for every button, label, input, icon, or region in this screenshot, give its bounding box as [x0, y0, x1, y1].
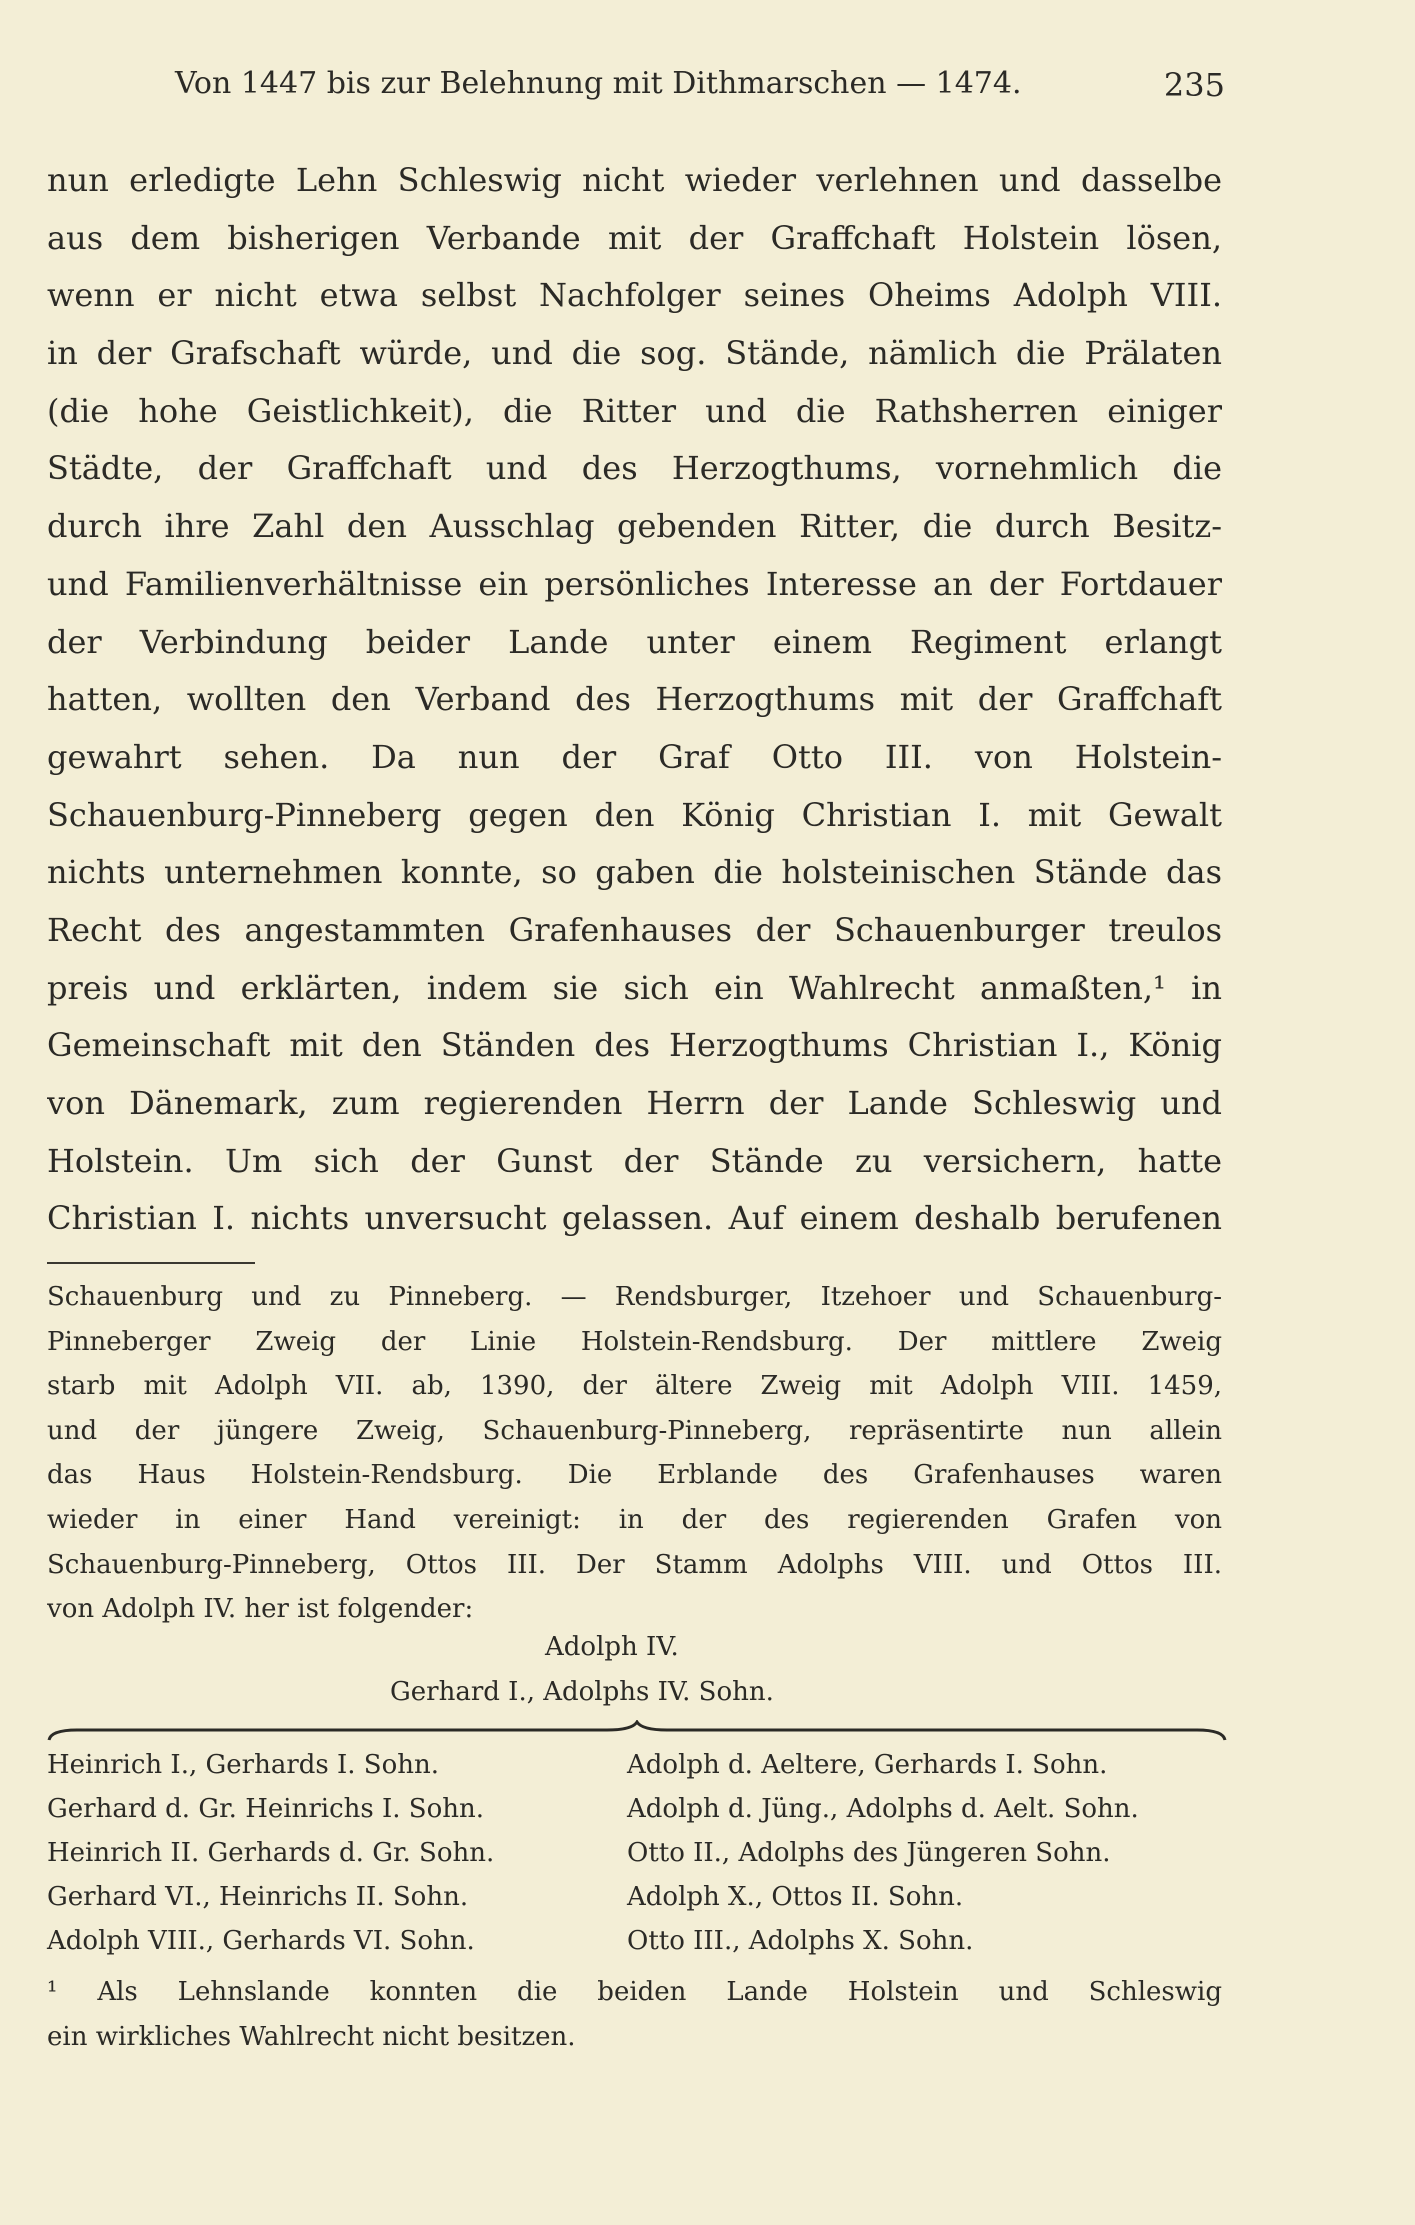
footnote-line: ein wirkliches Wahlrecht nicht besitzen.: [47, 2021, 576, 2052]
text-line: (die hohe Geistlichkeit), die Ritter und die Rathsherren einiger: [47, 391, 1222, 430]
text-line: preis und erklärten, indem sie sich ein Wahlrecht anmaßten,¹ in: [47, 968, 1222, 1007]
footnote-line: starb mit Adolph VII. ab, 1390, der ältere Zweig mit Adolph VIII. 1459,: [47, 1371, 1222, 1402]
genealogy-row: [47, 1743, 1227, 1787]
text-line: und Familienverhältnisse ein persönliches Interesse an der Fortdauer: [47, 564, 1222, 603]
genealogy-right: Adolph X., Ottos II. Sohn.: [627, 1882, 964, 1912]
genealogy-row: [47, 1875, 1227, 1919]
text-line: durch ihre Zahl den Ausschlag gebenden Ritter, die durch Besitz-: [47, 507, 1222, 546]
genealogy-child: Gerhard I., Adolphs IV. Sohn.: [390, 1677, 774, 1707]
text-line: Recht des angestammten Grafenhauses der Schauenburger treulos: [47, 910, 1222, 949]
genealogy-left: Heinrich I., Gerhards I. Sohn.: [47, 1750, 440, 1780]
genealogy-brace: [47, 1720, 1227, 1742]
text-line: von Dänemark, zum regierenden Herrn der Lande Schleswig und: [47, 1084, 1222, 1122]
text-line: wenn er nicht etwa selbst Nachfolger seines Oheims Adolph VIII.: [47, 276, 1222, 315]
text-line: Gemeinschaft mit den Ständen des Herzogthums Christian I., König: [47, 1026, 1222, 1065]
genealogy-row: [47, 1831, 1227, 1875]
footnote-1: [47, 1970, 1222, 2059]
text-line: in der Grafschaft würde, und die sog. Stände, nämlich die Prälaten: [47, 334, 1222, 373]
text-line: Schauenburg-Pinneberg gegen den König Christian I. mit Gewalt: [47, 795, 1222, 834]
genealogy-left: Gerhard d. Gr. Heinrichs I. Sohn.: [47, 1794, 485, 1824]
genealogy-right: Adolph d. Jüng., Adolphs d. Aelt. Sohn.: [627, 1794, 1139, 1824]
genealogy-right: Adolph d. Aeltere, Gerhards I. Sohn.: [627, 1750, 1108, 1780]
genealogy-row: [47, 1787, 1227, 1831]
text-line: Städte, der Graffchaft und des Herzogthums, vornehmlich die: [47, 449, 1222, 488]
genealogy-left: Adolph VIII., Gerhards VI. Sohn.: [47, 1926, 475, 1956]
text-line: der Verbindung beider Lande unter einem Regiment erlangt: [47, 622, 1222, 661]
text-line: nun erledigte Lehn Schleswig nicht wieder verlehnen und dasselbe: [47, 161, 1222, 199]
text-line: gewahrt sehen. Da nun der Graf Otto III. von Holstein-: [47, 737, 1222, 776]
footnote-line: und der jüngere Zweig, Schauenburg-Pinneberg, repräsentirte nun allein: [47, 1415, 1222, 1446]
footnote-line: ¹ Als Lehnslande konnten die beiden Lande Holstein und Schleswig: [47, 1977, 1222, 2007]
footnote-line: von Adolph IV. her ist folgender:: [47, 1594, 474, 1625]
genealogy-left: Gerhard VI., Heinrichs II. Sohn.: [47, 1882, 469, 1912]
text-line: aus dem bisherigen Verbande mit der Graffchaft Holstein lösen,: [47, 218, 1222, 257]
text-line: nichts unternehmen konnte, so gaben die holsteinischen Stände das: [47, 853, 1222, 892]
footnote-continued: [47, 1275, 1222, 1632]
main-text: [47, 152, 1222, 1248]
text-line: Holstein. Um sich der Gunst der Stände zu versichern, hatte: [47, 1141, 1222, 1180]
running-header: [175, 66, 1225, 116]
genealogy-right: Otto III., Adolphs X. Sohn.: [627, 1926, 974, 1956]
genealogy-table: [47, 1743, 1227, 1963]
footnote-line: wieder in einer Hand vereinigt: in der des regierenden Grafen von: [47, 1504, 1222, 1535]
genealogy-root: Adolph IV.: [545, 1632, 679, 1662]
text-line: hatten, wollten den Verband des Herzogthums mit der Graffchaft: [47, 680, 1222, 719]
genealogy-right: Otto II., Adolphs des Jüngeren Sohn.: [627, 1838, 1111, 1868]
footnote-line: Pinneberger Zweig der Linie Holstein-Rendsburg. Der mittlere Zweig: [47, 1326, 1222, 1357]
footnote-line: das Haus Holstein-Rendsburg. Die Erblande des Grafenhauses waren: [47, 1460, 1222, 1491]
footnote-line: Schauenburg-Pinneberg, Ottos III. Der Stamm Adolphs VIII. und Ottos III.: [47, 1549, 1222, 1580]
footnote-line: Schauenburg und zu Pinneberg. — Rendsburger, Itzehoer und Schauenburg-: [47, 1282, 1222, 1312]
page-number: 235: [1163, 66, 1225, 104]
genealogy-left: Heinrich II. Gerhards d. Gr. Sohn.: [47, 1838, 495, 1868]
running-title: Von 1447 bis zur Belehnung mit Dithmarschen — 1474.: [175, 66, 1022, 101]
footnote-divider: [47, 1262, 255, 1264]
text-line: Christian I. nichts unversucht gelassen. Auf einem deshalb berufenen: [47, 1199, 1222, 1238]
genealogy-row: [47, 1919, 1227, 1963]
